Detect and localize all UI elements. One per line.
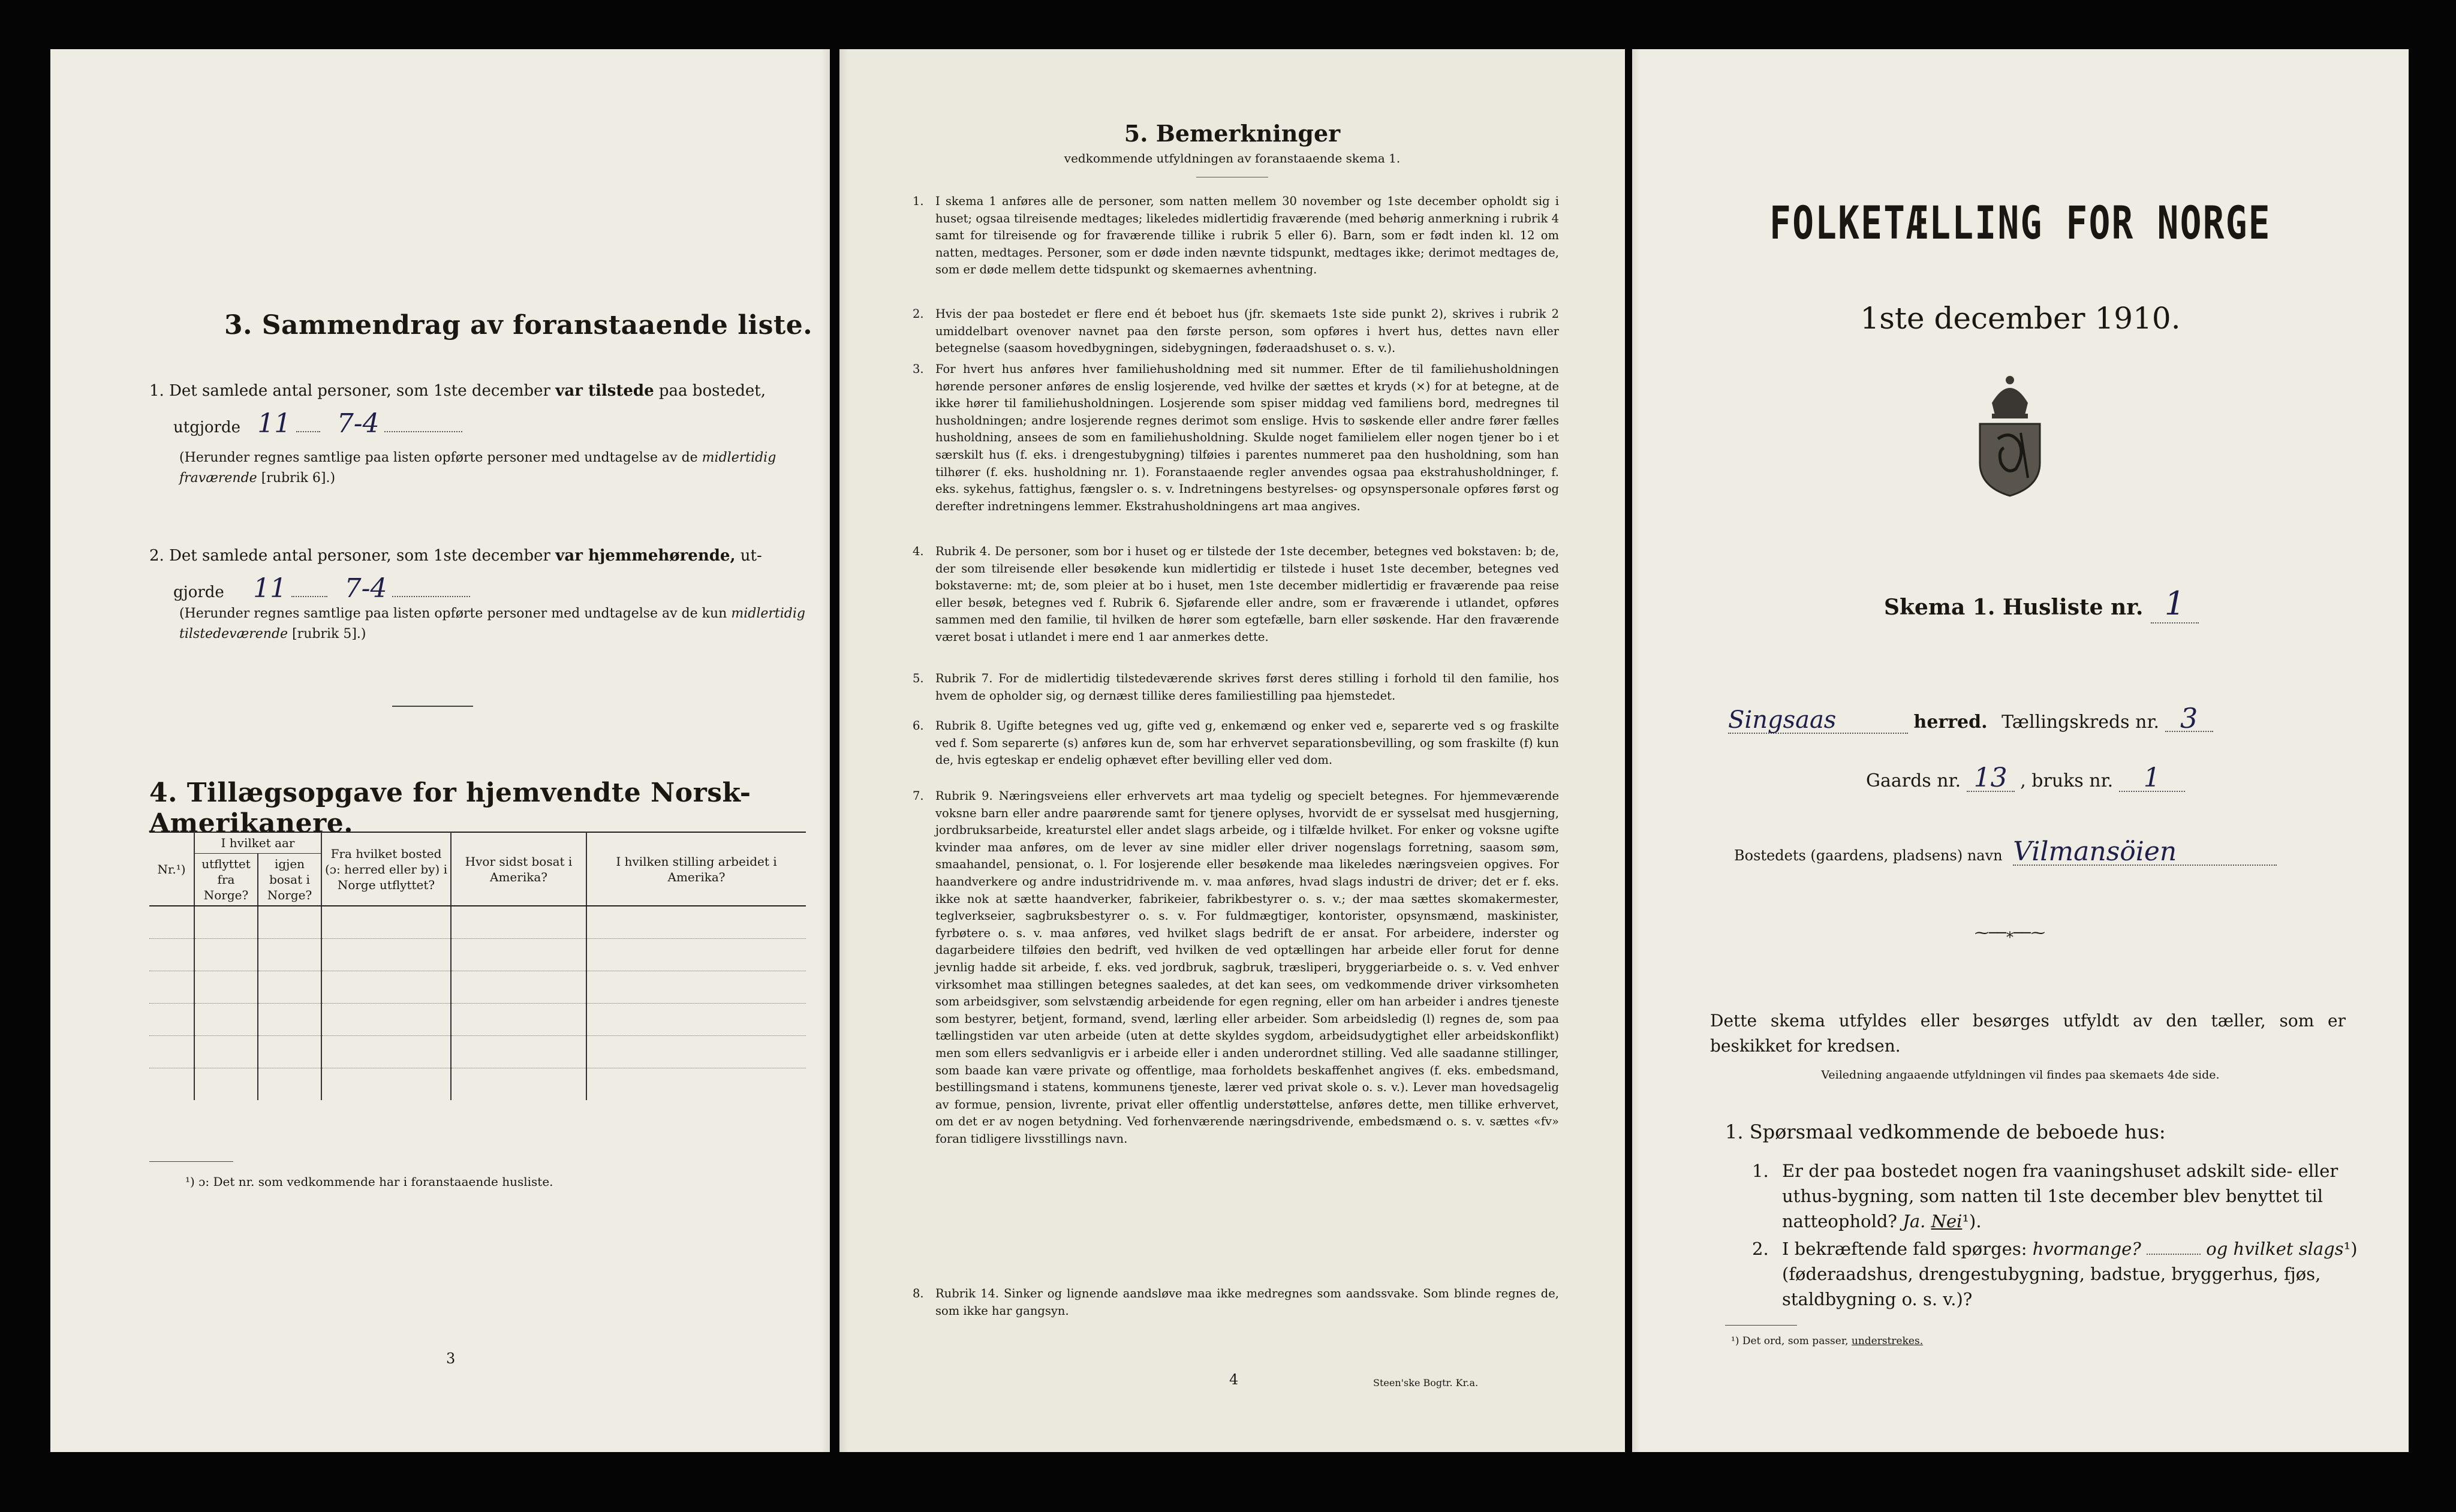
section3-item2-total: gjorde 11 7-4 xyxy=(173,574,470,607)
veiledning-text: Veiledning angaaende utfyldningen vil findes paa skemaets 4de side. xyxy=(1821,1068,2220,1082)
handwritten-count-split: 7-4 xyxy=(344,573,387,604)
divider xyxy=(392,706,473,707)
answer-nei-underlined: Nei xyxy=(1931,1211,1963,1231)
section3-item2-note: (Herunder regnes samtlige paa listen opførte personer med undtagelse av de kun midlertidig tilstedeværende [rubrik 5].) xyxy=(179,606,805,641)
section3-title: 3. Sammendrag av foranstaaende liste. xyxy=(224,310,813,341)
question-heading: 1. Spørsmaal vedkommende de beboede hus: xyxy=(1725,1121,2166,1143)
section3-item2: 2. Det samlede antal personer, som 1ste december var hjemmehørende, ut- xyxy=(149,547,762,565)
page-number: 4 xyxy=(1229,1371,1239,1388)
census-title: FOLKETÆLLING FOR NORGE xyxy=(1769,196,2271,249)
remark-item: 8. Rubrik 14. Sinker og lignende aandsløve maa ikke medregnes som aandssvake. Som blinde regnes de, som ikke har gangsyn. xyxy=(913,1287,1559,1318)
handwritten-count: 11 xyxy=(253,573,287,604)
table-row xyxy=(149,906,806,939)
coat-of-arms-icon xyxy=(1968,373,2052,499)
footnote-rule xyxy=(1725,1325,1797,1326)
right-page xyxy=(1632,49,2409,1452)
remark-item: 3. For hvert hus anføres hver familiehusholdning med sit nummer. Efter de til familiehusholdningen hørende personer anføres de enslig losjerende, ved hvilke der sættes et kryds (×) for at betegne, at de ikke hører til familiehusholdningen. Losjerende som spiser middag ved familiens bord, medregnes til husholdningen; andre losjerende regnes derimot som enslige. Hvis to søskende eller andre fører fælles husholdning, ansees de som en familiehusholdning. Skulde noget familielem eller nogen tjener bo i et særskilt hus (f. eks. i drengestubygning) tilføies i parentes nummeret paa den husholdning, som han tilhører (f. eks. husholdning nr. 1). Foranstaaende regler anvendes ogsaa paa ekstrahusholdninger, f. eks. sykehus, fattighus, fængsler o. s. v. Indretningens bestyrelses- og opsynspersonale opføres først og derefter indretningens lemmer. Ekstrahusholdningens art maa angives. xyxy=(913,362,1559,513)
handwritten-husliste-nr: 1 xyxy=(2151,585,2199,624)
remark-item: 4. Rubrik 4. De personer, som bor i huset og er tilstede der 1ste december, betegnes ved bokstaven: b; de, der som tilreisende eller besøkende kun midlertidig er tilstede i huset 1ste december, betegnes ved bokstaverne: mt; de, som pleier at bo i huset, men 1ste december midlertidig er fraværende paa reise eller besøk, betegnes ved f. Rubrik 6. Sjøfarende eller andre, som er fraværende i utlandet, opføres sammen med den familie, til hvilken de hører som egtefælle, barn eller søskende. Har den fraværende været bosat i utlandet i mere end 1 aar anmerkes dette. xyxy=(913,544,1559,644)
handwritten-kreds-nr: 3 xyxy=(2165,706,2213,732)
instruction-text: Dette skema utfyldes eller besørges utfyldt av den tæller, som er beskikket for kredsen. xyxy=(1710,1011,2346,1056)
page-fold-shadow xyxy=(839,49,848,1452)
skema-label: Skema 1. Husliste nr. 1 xyxy=(1884,585,2199,624)
table-row xyxy=(149,1004,806,1036)
printer-mark: Steen'ske Bogtr. Kr.a. xyxy=(1373,1377,1479,1388)
handwritten-bruks-nr: 1 xyxy=(2119,766,2185,792)
ornament-divider: ⁓──⁎──⁓ xyxy=(1975,924,2045,941)
col-returned: igjen bosat i Norge? xyxy=(258,854,321,906)
remark-item: 2. Hvis der paa bostedet er flere end ét beboet hus (jfr. skemaets 1ste side punkt 2), skrives i rubrik 2 umiddelbart ovenover navnet paa den første person, som opføres i hvert hus, dettes navn eller betegnelse (saasom hovedbygningen, sidebygningen, føderaadshuset o. s. v.). xyxy=(913,307,1559,356)
right-footnote: ¹) Det ord, som passer, understrekes. xyxy=(1731,1335,1924,1347)
table-row xyxy=(149,1036,806,1068)
remarks-title: 5. Bemerkninger xyxy=(1124,120,1341,147)
col-nr: Nr.¹) xyxy=(149,832,194,906)
handwritten-herred: Singsaas xyxy=(1728,707,1908,734)
page-fold-shadow xyxy=(821,49,830,1452)
question-1: 1. Er der paa bostedet nogen fra vaaningshuset adskilt side- eller uthus-bygning, som natten til 1ste december blev benyttet til natteophold? Ja. Nei¹). xyxy=(1752,1161,2338,1231)
gaards-line: Gaards nr. 13 , bruks nr. 1 xyxy=(1866,766,2185,794)
section3-item1: 1. Det samlede antal personer, som 1ste december var tilstede paa bostedet, xyxy=(149,382,766,400)
table-row xyxy=(149,1068,806,1101)
section3-item1-total: utgjorde 11 7-4 xyxy=(173,409,462,442)
page-number: 3 xyxy=(446,1350,456,1367)
remarks-subtitle: vedkommende utfyldningen av foranstaaende skema 1. xyxy=(1064,151,1401,165)
section3-item1-note: (Herunder regnes samtlige paa listen opførte personer med undtagelse av de midlertidig fraværende [rubrik 6].) xyxy=(179,450,776,486)
remark-item: 5. Rubrik 7. For de midlertidig tilstedeværende skrives først deres stilling i forhold til den familie, hos hvem de opholder sig, og dernæst tillike deres familiestilling paa hjemstedet. xyxy=(913,671,1559,703)
handwritten-count: 11 xyxy=(257,408,291,439)
section4-footnote: ¹) ɔ: Det nr. som vedkommende har i foranstaaende husliste. xyxy=(185,1174,553,1189)
herred-line: Singsaas herred. Tællingskreds nr. 3 xyxy=(1728,706,2376,735)
remark-item: 1. I skema 1 anføres alle de personer, som natten mellem 30 november og 1ste december opholdt sig i huset; ogsaa tilreisende medtages; likeledes midlertidig fraværende (med behørig anmerkning i rubrik 4 samt for tilreisende og for fraværende tillike i rubrik 5 eller 6). Barn, som er født inden kl. 12 om natten, medtages. Personer, som er døde inden nævnte tidspunkt, medtages ikke; derimot medtages de, som er døde mellem dette tidspunkt og skemaernes avhentning. xyxy=(913,194,1559,277)
col-emigrated: utflyttet fra Norge? xyxy=(194,854,258,906)
page-fold-shadow xyxy=(1632,49,1641,1452)
middle-page xyxy=(839,49,1625,1452)
table-row xyxy=(149,939,806,971)
norsk-amerikanere-table xyxy=(149,832,806,1100)
remark-item: 6. Rubrik 8. Ugifte betegnes ved ug, gifte ved g, enkemænd og enker ved e, separerte ved s og fraskilte ved f. Som separerte (s) anføres kun de, som har erhvervet separationsbevilling, og som fraskilte (f) kun de, hvis egteskap er endelig ophævet efter bevilling eller ved dom. xyxy=(913,719,1559,767)
footnote-rule xyxy=(149,1161,233,1162)
handwritten-gaards-nr: 13 xyxy=(1967,766,2015,792)
census-date: 1ste december 1910. xyxy=(1860,301,2181,336)
col-occupation: I hvilken stilling arbeidet i Amerika? xyxy=(586,832,806,906)
col-group-year: I hvilket aar xyxy=(194,832,321,854)
bosted-line: Bostedets (gaardens, pladsens) navn Vilmansöien xyxy=(1734,839,2277,868)
col-last-america: Hvor sidst bosat i Amerika? xyxy=(451,832,586,906)
handwritten-count-split: 7-4 xyxy=(336,408,380,439)
remark-item: 7. Rubrik 9. Næringsveiens eller erhvervets art maa tydelig og specielt betegnes. For hjemmeværende voksne barn eller andre paarørende samt for tjenere oplyses, hvorvidt de er sysselsat med husgjerning, jordbruksarbeide, kreaturstel eller andet slags arbeide, og i tilfælde hvilket. For enker og voksne ugifte kvinder maa anføres, om de lever av sine midler eller driver nogenslags forretning, saasom søm, smaahandel, pensionat, o. l. For losjerende eller besøkende maa likeledes næringsveien opgives. For haandverkere og andre industridrivende m. v. maa anføres, hvad slags industri de driver; det er f. eks. ikke nok at sætte haandverker, fabrikeier, fabrikbestyrer o. s. v.; der maa sættes skomakermester, teglverkseier, sagbruksbestyrer o. s. v. For fuldmægtiger, kontorister, opsynsmænd, maskinister, fyrbøtere o. s. v. maa anføres, ved hvilket slags bedrift de er ansat. For arbeidere, inderster og dagarbeidere tilføies den bedrift, ved hvilken de ved optællingen har arbeide eller forut for denne jevnlig hadde sit arbeide, f. eks. ved jordbruk, sagbruk, træsliperi, bryggeriarbeide o. s. v. Ved enhver virksomhet maa stillingen betegnes saaledes, at det kan sees, om vedkommende driver virksomheten som arbeidsgiver, som selvstændig arbeidende for egen regning, eller om han arbeider i andres tjeneste som bestyrer, betjent, formand, svend, lærling eller arbeider. Som arbeidsledig (l) regnes de, som paa tællingstiden var uten arbeide (uten at dette skyldes sygdom, arbeidsudygtighet eller arbeidskonflikt) men som ellers sedvanligvis er i arbeide eller i anden underordnet stilling. Ved alle saadanne stillinger, som baade kan være private og offentlige, maa forholdets beskaffenhet angives (f. eks. embedsmand, bestillingsmand i statens, kommunens tjeneste, lærer ved privat skole o. s. v.). Lever man hovedsagelig av formue, pension, livrente, privat eller offentlig understøttelse, anføres dette, men tillike erhvervet, om det er av nogen betydning. Ved forhenværende næringsdrivende, embedsmænd o. s. v. sættes «fv» foran tidligere livsstillings navn. xyxy=(913,789,1559,1146)
col-from-place: Fra hvilket bosted (ɔ: herred eller by) i Norge utflyttet? xyxy=(321,832,451,906)
table-row xyxy=(149,971,806,1004)
handwritten-bosted: Vilmansöien xyxy=(2013,839,2277,866)
question-2: 2. I bekræftende fald spørges: hvormange? og hvilket slags¹) (føderaadshus, drengestubygning, badstue, bryggerhus, fjøs, staldbygning o. s. v.)? xyxy=(1752,1239,2358,1309)
left-page xyxy=(50,49,830,1452)
section4-title: 4. Tillægsopgave for hjemvendte Norsk-Amerikanere. xyxy=(149,778,751,839)
